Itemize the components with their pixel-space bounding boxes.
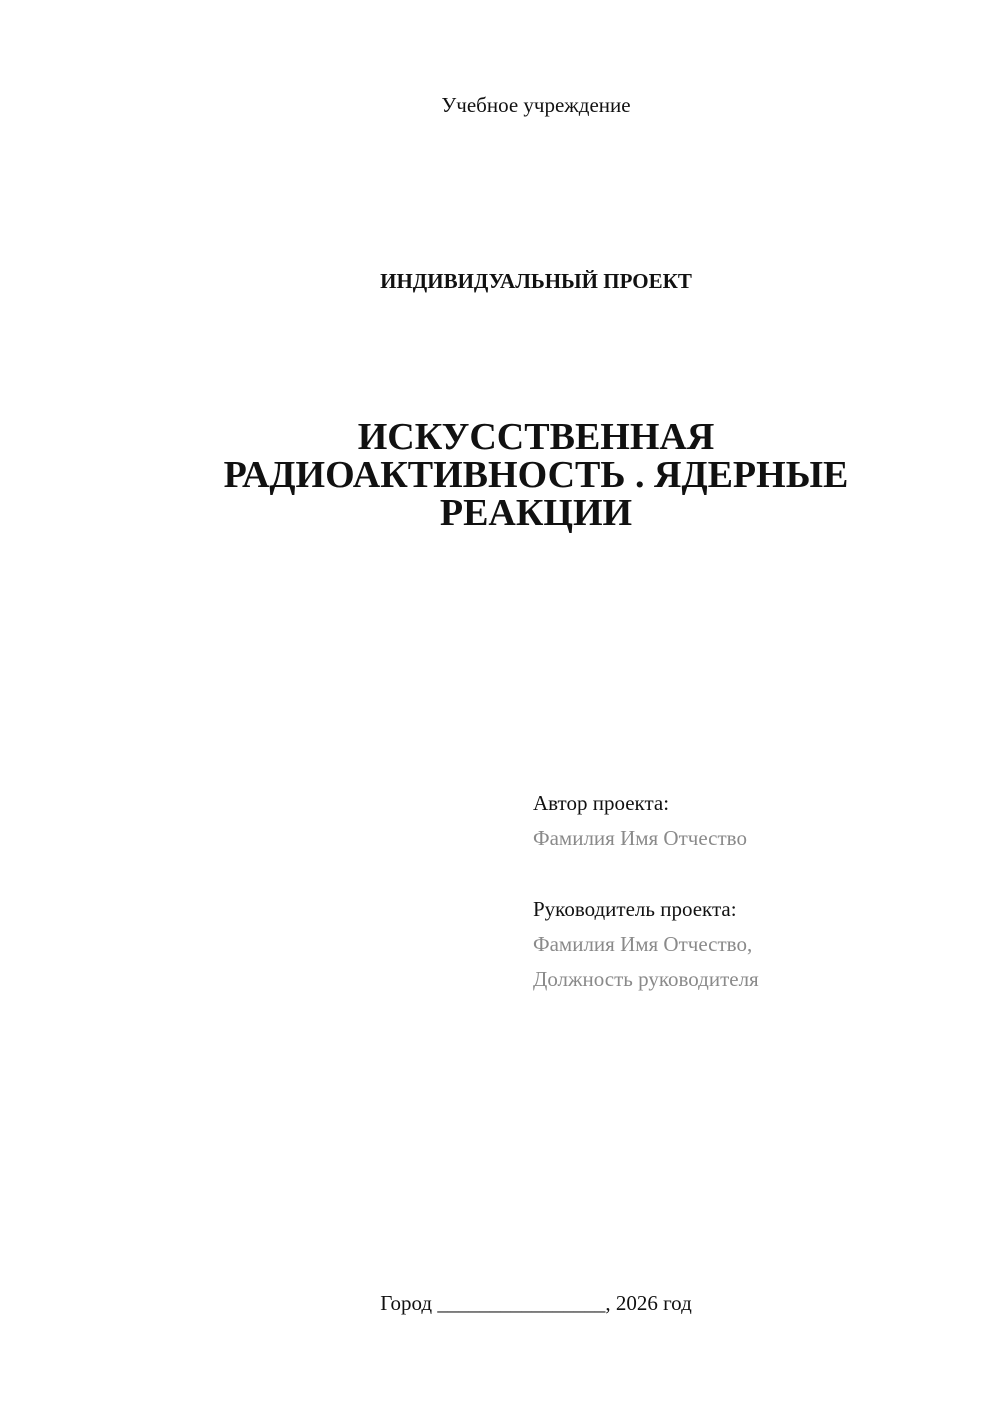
credits-spacer xyxy=(533,856,973,892)
supervisor-label: Руководитель проекта: xyxy=(533,897,737,921)
project-title-line: ИСКУССТВЕННАЯ xyxy=(357,416,715,458)
credits-block xyxy=(533,786,973,997)
project-type-heading: ИНДИВИДУАЛЬНЫЙ ПРОЕКТ xyxy=(380,269,692,293)
city-year-footer: Город ________________, 2026 год xyxy=(380,1291,692,1315)
author-name-placeholder: Фамилия Имя Отчество xyxy=(533,826,747,850)
supervisor-name-placeholder: Фамилия Имя Отчество, xyxy=(533,932,753,956)
project-title-line: РЕАКЦИИ xyxy=(439,492,633,534)
supervisor-position-placeholder: Должность руководителя xyxy=(533,967,759,991)
author-label: Автор проекта: xyxy=(533,791,670,815)
institution-name: Учебное учреждение xyxy=(441,93,631,117)
project-title-line: РАДИОАКТИВНОСТЬ . ЯДЕРНЫЕ xyxy=(223,454,849,496)
project-title xyxy=(100,418,972,532)
